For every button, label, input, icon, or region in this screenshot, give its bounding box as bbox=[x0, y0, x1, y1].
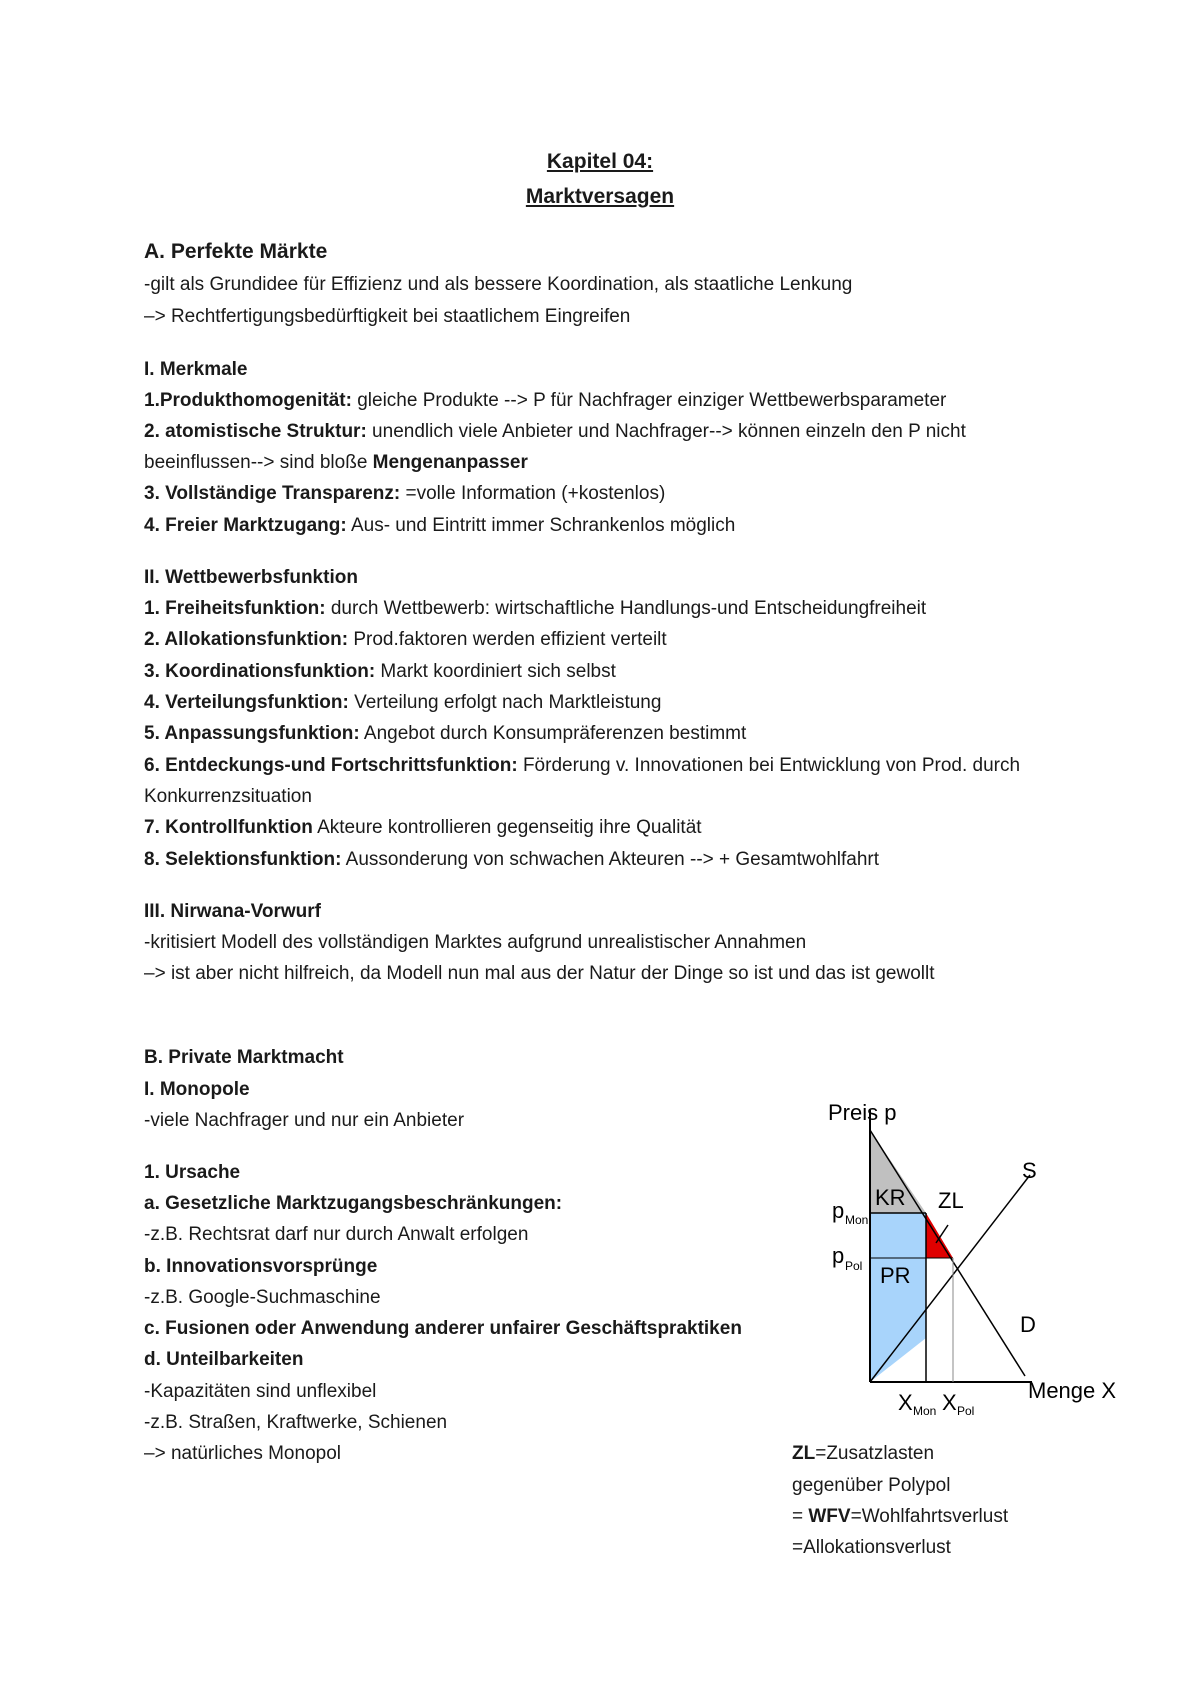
section-a-line-2: –> Rechtfertigungsbedürftigkeit bei staatlichem Eingreifen bbox=[144, 306, 631, 327]
zl-label: ZL bbox=[938, 1188, 964, 1213]
wettbewerb-heading: II. Wettbewerbsfunktion bbox=[144, 567, 358, 588]
ursache-d-label: d. Unteilbarkeiten bbox=[144, 1349, 304, 1370]
ursache-heading: 1. Ursache bbox=[144, 1162, 241, 1183]
ursache-d-text-3: –> natürliches Monopol bbox=[144, 1443, 341, 1464]
merkmal-4: 4. Freier Marktzugang: Aus- und Eintritt immer Schrankenlos möglich bbox=[144, 515, 736, 536]
s-label: S bbox=[1022, 1158, 1037, 1183]
section-a-line-1: -gilt als Grundidee für Effizienz und als bessere Koordination, als staatliche Lenkung bbox=[144, 274, 853, 295]
note-line-2: gegenüber Polypol bbox=[792, 1475, 951, 1496]
wettbewerb-6-cont: Konkurrenzsituation bbox=[144, 786, 312, 807]
ursache-c-label: c. Fusionen oder Anwendung anderer unfairer Geschäftspraktiken bbox=[144, 1318, 742, 1339]
monopoly-diagram bbox=[800, 1080, 1140, 1440]
note-line-4: =Allokationsverlust bbox=[792, 1537, 951, 1558]
wettbewerb-6: 6. Entdeckungs-und Fortschrittsfunktion: Förderung v. Innovationen bei Entwicklung von Prod. durch bbox=[144, 755, 1021, 776]
wettbewerb-2: 2. Allokationsfunktion: Prod.faktoren werden effizient verteilt bbox=[144, 629, 667, 650]
merkmal-1: 1.Produkthomogenität: gleiche Produkte --> P für Nachfrager einziger Wettbewerbsparameter bbox=[144, 390, 947, 411]
pr-label: PR bbox=[880, 1263, 911, 1288]
chapter-number: Kapitel 04: bbox=[546, 150, 654, 173]
ursache-b-label: b. Innovationsvorsprünge bbox=[144, 1256, 378, 1277]
p-mon-sub: Mon bbox=[845, 1213, 869, 1227]
merkmal-3: 3. Vollständige Transparenz: =volle Information (+kostenlos) bbox=[144, 483, 666, 504]
kr-label: KR bbox=[875, 1185, 906, 1210]
y-axis-label: Preis p bbox=[828, 1100, 897, 1125]
section-a-heading: A. Perfekte Märkte bbox=[144, 240, 328, 263]
section-b-heading: B. Private Marktmacht bbox=[144, 1047, 344, 1068]
p-mon-label: p bbox=[832, 1198, 845, 1223]
note-line-1: ZL=Zusatzlasten bbox=[792, 1443, 935, 1464]
nirwana-heading: III. Nirwana-Vorwurf bbox=[144, 901, 322, 922]
nirwana-line-2: –> ist aber nicht hilfreich, da Modell nun mal aus der Natur der Dinge so ist und das ist gewollt bbox=[144, 963, 935, 984]
p-pol-sub: Pol bbox=[845, 1259, 863, 1273]
x-mon-sub: Mon bbox=[913, 1404, 937, 1418]
wettbewerb-3: 3. Koordinationsfunktion: Markt koordiniert sich selbst bbox=[144, 661, 616, 682]
x-mon-label: X bbox=[898, 1390, 913, 1415]
note-line-3: = WFV=Wohlfahrtsverlust bbox=[792, 1506, 1009, 1527]
ursache-d-text-1: -Kapazitäten sind unflexibel bbox=[144, 1381, 377, 1402]
monopole-desc: -viele Nachfrager und nur ein Anbieter bbox=[144, 1110, 465, 1131]
ursache-b-text: -z.B. Google-Suchmaschine bbox=[144, 1287, 381, 1308]
d-label: D bbox=[1020, 1312, 1036, 1337]
ursache-a-text: -z.B. Rechtsrat darf nur durch Anwalt erfolgen bbox=[144, 1224, 529, 1245]
x-axis-label: Menge X bbox=[1028, 1378, 1117, 1403]
merkmal-2-cont: beeinflussen--> sind bloße Mengenanpasser bbox=[144, 452, 528, 473]
wettbewerb-8: 8. Selektionsfunktion: Aussonderung von schwachen Akteuren --> + Gesamtwohlfahrt bbox=[144, 849, 880, 870]
x-pol-label: X bbox=[942, 1390, 957, 1415]
merkmal-2: 2. atomistische Struktur: unendlich viele Anbieter und Nachfrager--> können einzeln den P nicht bbox=[144, 421, 966, 442]
monopole-heading: I. Monopole bbox=[144, 1079, 250, 1100]
p-pol-label: p bbox=[832, 1243, 845, 1268]
wettbewerb-4: 4. Verteilungsfunktion: Verteilung erfolgt nach Marktleistung bbox=[144, 692, 662, 713]
wettbewerb-5: 5. Anpassungsfunktion: Angebot durch Konsumpräferenzen bestimmt bbox=[144, 723, 747, 744]
ursache-d-text-2: -z.B. Straßen, Kraftwerke, Schienen bbox=[144, 1412, 448, 1433]
wettbewerb-1: 1. Freiheitsfunktion: durch Wettbewerb: wirtschaftliche Handlungs-und Entscheidungfreiheit bbox=[144, 598, 927, 619]
pr-area bbox=[870, 1213, 926, 1382]
chapter-title: Marktversagen bbox=[525, 185, 675, 208]
ursache-a-label: a. Gesetzliche Marktzugangsbeschränkungen: bbox=[144, 1193, 563, 1214]
wettbewerb-7: 7. Kontrollfunktion Akteure kontrollieren gegenseitig ihre Qualität bbox=[144, 817, 702, 838]
zl-area bbox=[926, 1213, 953, 1258]
nirwana-line-1: -kritisiert Modell des vollständigen Marktes aufgrund unrealistischer Annahmen bbox=[144, 932, 807, 953]
merkmale-heading: I. Merkmale bbox=[144, 359, 248, 380]
x-pol-sub: Pol bbox=[957, 1404, 975, 1418]
